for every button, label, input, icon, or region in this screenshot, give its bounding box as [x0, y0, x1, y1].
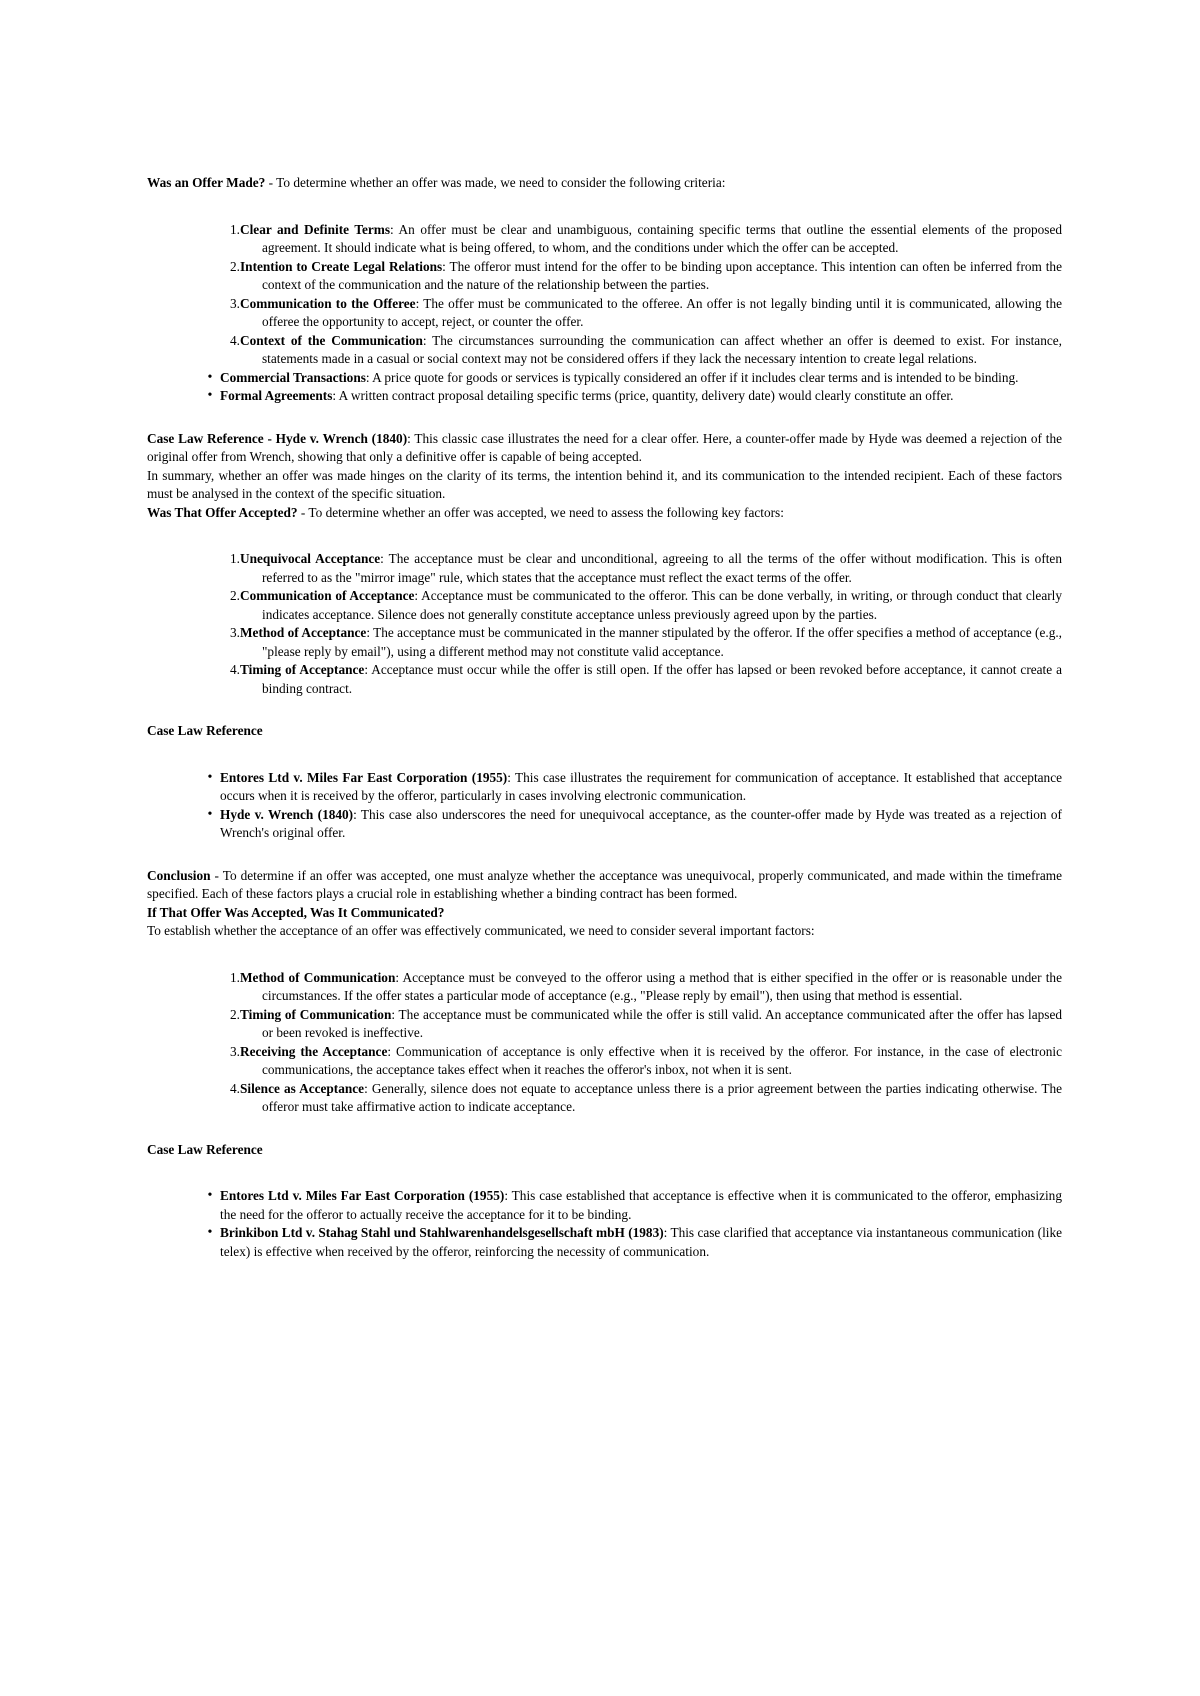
list-item: 4. Silence as Acceptance: Generally, silence does not equate to acceptance unless there is a prior agreement between the parties indicating otherwise. The offeror must take affirmative action to indicate acceptance.	[230, 1080, 1062, 1114]
list-item: • Entores Ltd v. Miles Far East Corporation (1955): This case illustrates the requirement for communication of acceptance. It established that acceptance occurs when it is received by the offeror, particularly in cases involving electronic communication.	[147, 769, 1062, 806]
document-page	[147, 174, 1062, 1261]
list-item: 4. Timing of Acceptance: Acceptance must occur while the offer is still open. If the offer has lapsed or been revoked before acceptance, it cannot create a binding contract.	[230, 662, 1062, 696]
offer-case-reference: Case Law Reference - Hyde v. Wrench (1840): This classic case illustrates the need for a clear offer. Here, a counter-offer made by Hyde was deemed a rejection of the original offer from Wrench, showing that only a definitive offer is capable of being accepted.	[147, 430, 1062, 464]
bullet-icon: •	[207, 388, 213, 403]
list-item: • Commercial Transactions: A price quote for goods or services is typically considered an offer if it includes clear terms and is intended to be binding.	[147, 369, 1062, 388]
list-item: 2. Communication of Acceptance: Acceptance must be communicated to the offeror. This can be done verbally, in writing, or through conduct that clearly indicates acceptance. Silence does not generally constitute acceptance unless previously agreed upon by the parties.	[230, 588, 1063, 622]
accepted-intro: Was That Offer Accepted? - To determine whether an offer was accepted, we need to assess the following key factors:	[147, 504, 784, 520]
offer-criteria-list	[147, 221, 1062, 369]
communication-case-heading: Case Law Reference	[147, 1141, 263, 1157]
offer-summary: In summary, whether an offer was made hinges on the clarity of its terms, the intention behind it, and its communication to the intended recipient. Each of these factors must be analysed in the context of the specific situation.	[147, 467, 1062, 501]
bullet-icon: •	[207, 806, 213, 822]
list-item: 3. Receiving the Acceptance: Communication of acceptance is only effective when it is received by the offeror. For instance, in the case of electronic communications, the acceptance takes effect when it reaches the offeror's inbox, not when it is sent.	[230, 1043, 1062, 1077]
accepted-heading: Was That Offer Accepted?	[147, 504, 298, 520]
list-item: 1. Unequivocal Acceptance: The acceptance must be clear and unconditional, agreeing to all the terms of the offer without modification. This is often referred to as the "mirror image" rule, which states that the acceptance must reflect the exact terms of the offer.	[230, 551, 1062, 585]
offer-made-intro: Was an Offer Made? - To determine whether an offer was made, we need to consider the following criteria:	[147, 175, 726, 190]
offer-made-heading: Was an Offer Made?	[147, 175, 266, 190]
acceptance-conclusion: Conclusion - To determine if an offer was accepted, one must analyze whether the acceptance was unequivocal, properly communicated, and made within the timeframe specified. Each of these factors plays a crucial role in establishing whether a binding contract has been formed.	[147, 867, 1062, 901]
list-item: 2. Timing of Communication: The acceptance must be communicated while the offer is still valid. An acceptance communicated after the offer has lapsed or been revoked is ineffective.	[230, 1006, 1062, 1040]
communication-cases-list	[147, 1187, 1062, 1261]
communicated-intro: To establish whether the acceptance of an offer was effectively communicated, we need to consider several important factors:	[147, 923, 815, 938]
bullet-icon: •	[207, 369, 213, 385]
list-item: • Hyde v. Wrench (1840): This case also underscores the need for unequivocal acceptance, as the counter-offer made by Hyde was treated as a rejection of Wrench's original offer.	[147, 806, 1062, 843]
list-item: 3. Communication to the Offeree: The offer must be communicated to the offeree. An offer is not legally binding until it is communicated, allowing the offeree the opportunity to accept, reject, or counter the offer.	[230, 295, 1062, 329]
acceptance-cases-list	[147, 769, 1062, 843]
list-item: 4. Context of the Communication: The circumstances surrounding the communication can affect whether an offer is deemed to exist. For instance, statements made in a casual or social context may not be considered offers if they lack the necessary intention to create legal relations.	[230, 332, 1062, 366]
list-item: • Brinkibon Ltd v. Stahag Stahl und Stahlwarenhandelsgesellschaft mbH (1983): This case clarified that acceptance via instantaneous communication (like telex) is effective when received by the offeror, reinforcing the necessity of communication.	[147, 1224, 1062, 1261]
list-item: 1. Method of Communication: Acceptance must be conveyed to the offeror using a method that is either specified in the offer or is reasonable under the circumstances. If the offer states a particular mode of acceptance (e.g., "Please reply by email"), then using that method is essential.	[230, 969, 1062, 1003]
list-item: 2. Intention to Create Legal Relations: The offeror must intend for the offer to be binding upon acceptance. This intention can often be inferred from the context of the communication and the nature of the relationship between the parties.	[230, 258, 1062, 292]
bullet-icon: •	[207, 1225, 213, 1240]
list-item: • Entores Ltd v. Miles Far East Corporation (1955): This case established that acceptance is effective when it is communicated to the offeror, emphasizing the need for the offeror to actually receive the acceptance for it to be binding.	[147, 1187, 1062, 1224]
communication-factors-list	[147, 969, 1062, 1117]
acceptance-factors-list	[147, 550, 1062, 698]
communicated-heading: If That Offer Was Accepted, Was It Communicated?	[147, 904, 445, 920]
list-item: • Formal Agreements: A written contract proposal detailing specific terms (price, quantity, delivery date) would clearly constitute an offer.	[147, 387, 1062, 406]
bullet-icon: •	[207, 769, 213, 785]
acceptance-case-heading: Case Law Reference	[147, 723, 263, 738]
list-item: 1. Clear and Definite Terms: An offer must be clear and unambiguous, containing specific terms that outline the essential elements of the proposed agreement. It should indicate what is being offered, to whom, and the conditions under which the offer can be accepted.	[230, 221, 1062, 255]
offer-examples-list	[147, 369, 1062, 406]
bullet-icon: •	[207, 1188, 213, 1203]
list-item: 3. Method of Acceptance: The acceptance must be communicated in the manner stipulated by the offeror. If the offer specifies a method of acceptance (e.g., "please reply by email"), using a different method may not constitute valid acceptance.	[230, 625, 1063, 659]
